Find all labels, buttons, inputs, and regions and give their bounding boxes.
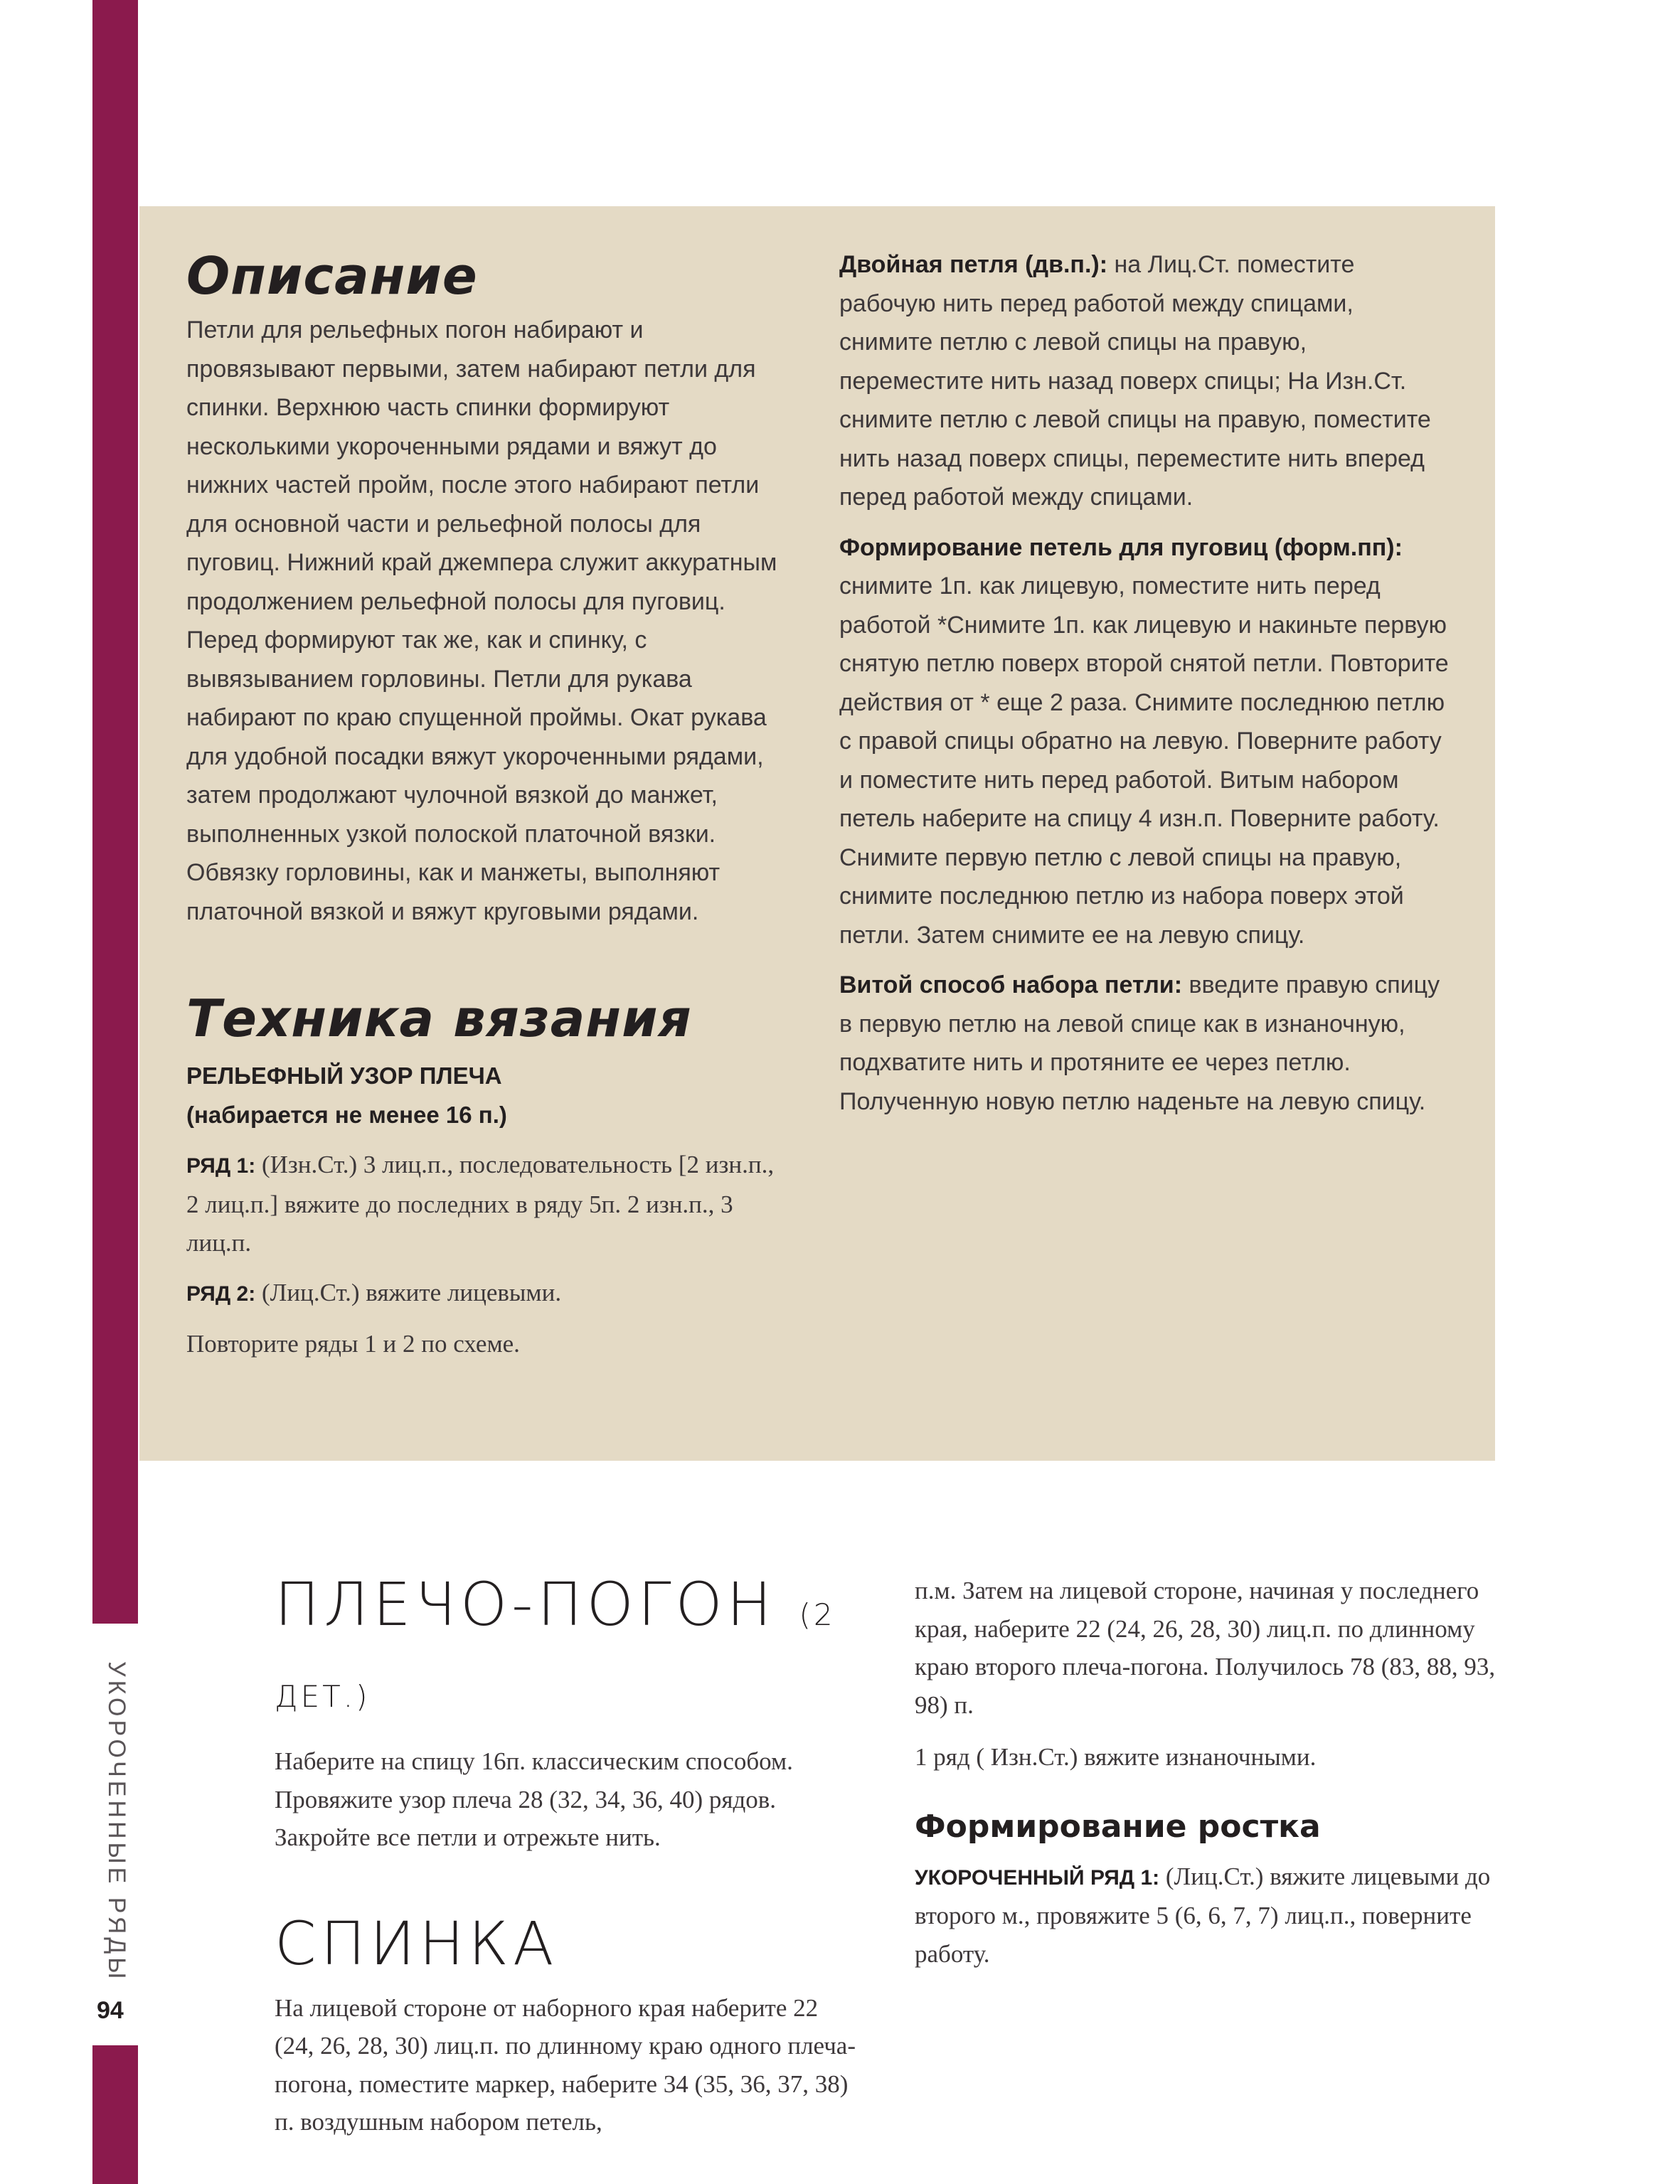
- short-row-1: [915, 1858, 1498, 1973]
- definition-text: снимите 1п. как лицевую, поместите нить перед работой *Снимите 1п. как лицевую и накиньте первую снятую петлю поверх второй снятой петли. Повторите действия от * еще 2 раза. Снимите последнюю петлю с правой спицы обратно на левую. Поверните работу и поместите нить перед работой. Витым набором петель наберите на спицу 4 изн.п. Поверните работу. Снимите первую петлю с левой спицы на правую, снимите последнюю петлю из набора поверх этой петли. Затем снимите ее на левую спицу.: [839, 572, 1449, 949]
- row2-text: (Лиц.Ст.) вяжите лицевыми.: [255, 1279, 562, 1306]
- definition-term: Формирование петель для пуговиц (форм.пп):: [839, 533, 1403, 561]
- definition-term: Витой способ набора петли:: [839, 971, 1183, 998]
- shoulder-title: ПЛЕЧО-ПОГОН: [275, 1570, 776, 1639]
- chapter-side-label: УКОРОЧЕННЫЕ РЯДЫ: [103, 1661, 130, 1983]
- technique-title: Техника вязания: [186, 989, 692, 1048]
- pattern-heading: РЕЛЬЕФНЫЙ УЗОР ПЛЕЧА (набирается не менее 16 п.): [186, 1062, 507, 1128]
- repeat-instruction: Повторите ряды 1 и 2 по схеме.: [186, 1330, 520, 1358]
- spine-bar-top: [92, 0, 138, 1624]
- panel-left-column: [186, 245, 791, 1375]
- shoulder-qty: (2 ДЕТ.): [275, 1597, 836, 1714]
- continuation-text: п.м. Затем на лицевой стороне, начиная у последнего края, наберите 22 (24, 26, 28, 30) лиц.п. по длинному краю второго плеча-погона. Получилось 78 (83, 88, 93, 98) п.: [915, 1577, 1496, 1719]
- definition-text: на Лиц.Ст. поместите рабочую нить перед работой между спицами, снимите петлю с левой спицы на правую, переместите нить назад поверх спицы; На Изн.Ст. снимите петлю с левой спицы на правую, поместите нить назад поверх спицы, переместите нить вперед перед работой между спицами.: [839, 251, 1431, 511]
- short-row-label: УКОРОЧЕННЫЙ РЯД 1:: [915, 1865, 1160, 1890]
- row2-label: РЯД 2:: [186, 1282, 256, 1306]
- definition-buttonhole: [839, 528, 1451, 955]
- bottom-right-column: [915, 1572, 1498, 1987]
- description-text: Петли для рельефных погон набирают и провязывают первыми, затем набирают петли для спинки. Верхнюю часть спинки формируют несколькими укороченными рядами и вяжут до нижних частей пройм, после этого набирают петли для основной части и рельефной полосы для пуговиц. Нижний край джемпера служит аккуратным продолжением рельефной полосы для пуговиц. Перед формируют так же, как и спинку, с вывязыванием горловины. Петли для рукава набирают по краю спущенной проймы. Окат рукава для удобной посадки вяжут укороченными рядами, затем продолжают чулочной вязкой до манжет, выполненных узкой полоской платочной вязки. Обвязку горловины, как и манжеты, выполняют платочной вязкой и вяжут круговыми рядами.: [186, 316, 777, 925]
- back-text: На лицевой стороне от наборного края наберите 22 (24, 26, 28, 30) лиц.п. по длинному краю одного плеча-погона, поместите маркер, наберите 34 (35, 36, 37, 38) п. воздушным набором петель,: [275, 1993, 856, 2136]
- row2-instruction: [186, 1274, 791, 1314]
- back-title: СПИНКА: [275, 1908, 558, 1978]
- spine-bar-bottom: [92, 2045, 138, 2184]
- bottom-left-column: [275, 1569, 858, 2156]
- definition-double-stitch: [839, 245, 1451, 517]
- description-title: Описание: [186, 246, 478, 306]
- shoulder-text: Наберите на спицу 16п. классическим способом. Провяжите узор плеча 28 (32, 34, 36, 40) рядов. Закройте все петли и отрежьте нить.: [275, 1747, 793, 1851]
- row1-instruction: [186, 1146, 777, 1262]
- row1-text: (Изн.Ст.) 3 лиц.п., последовательность [2 изн.п., 2 лиц.п.] вяжите до последних в ряду 5п. 2 изн.п., 3 лиц.п.: [186, 1151, 775, 1257]
- short-row-text: (Лиц.Ст.) вяжите лицевыми до второго м., провяжите 5 (6, 6, 7, 7) лиц.п., поверните работу.: [915, 1862, 1491, 1968]
- definition-term: Двойная петля (дв.п.):: [839, 251, 1108, 278]
- page-number: 94: [97, 1997, 124, 2024]
- neck-shaping-heading: Формирование ростка: [915, 1808, 1321, 1845]
- definition-twisted-cast-on: [839, 966, 1451, 1121]
- definition-text: введите правую спицу в первую петлю на левой спице как в изнаночную, подхватите нить и протяните ее через петлю. Полученную новую петлю наденьте на левую спицу.: [839, 971, 1440, 1115]
- row1-label: РЯД 1:: [186, 1154, 256, 1178]
- purl-row-text: 1 ряд ( Изн.Ст.) вяжите изнаночными.: [915, 1743, 1317, 1771]
- shoulder-heading: [275, 1569, 858, 1732]
- panel-right-column: [839, 245, 1451, 1132]
